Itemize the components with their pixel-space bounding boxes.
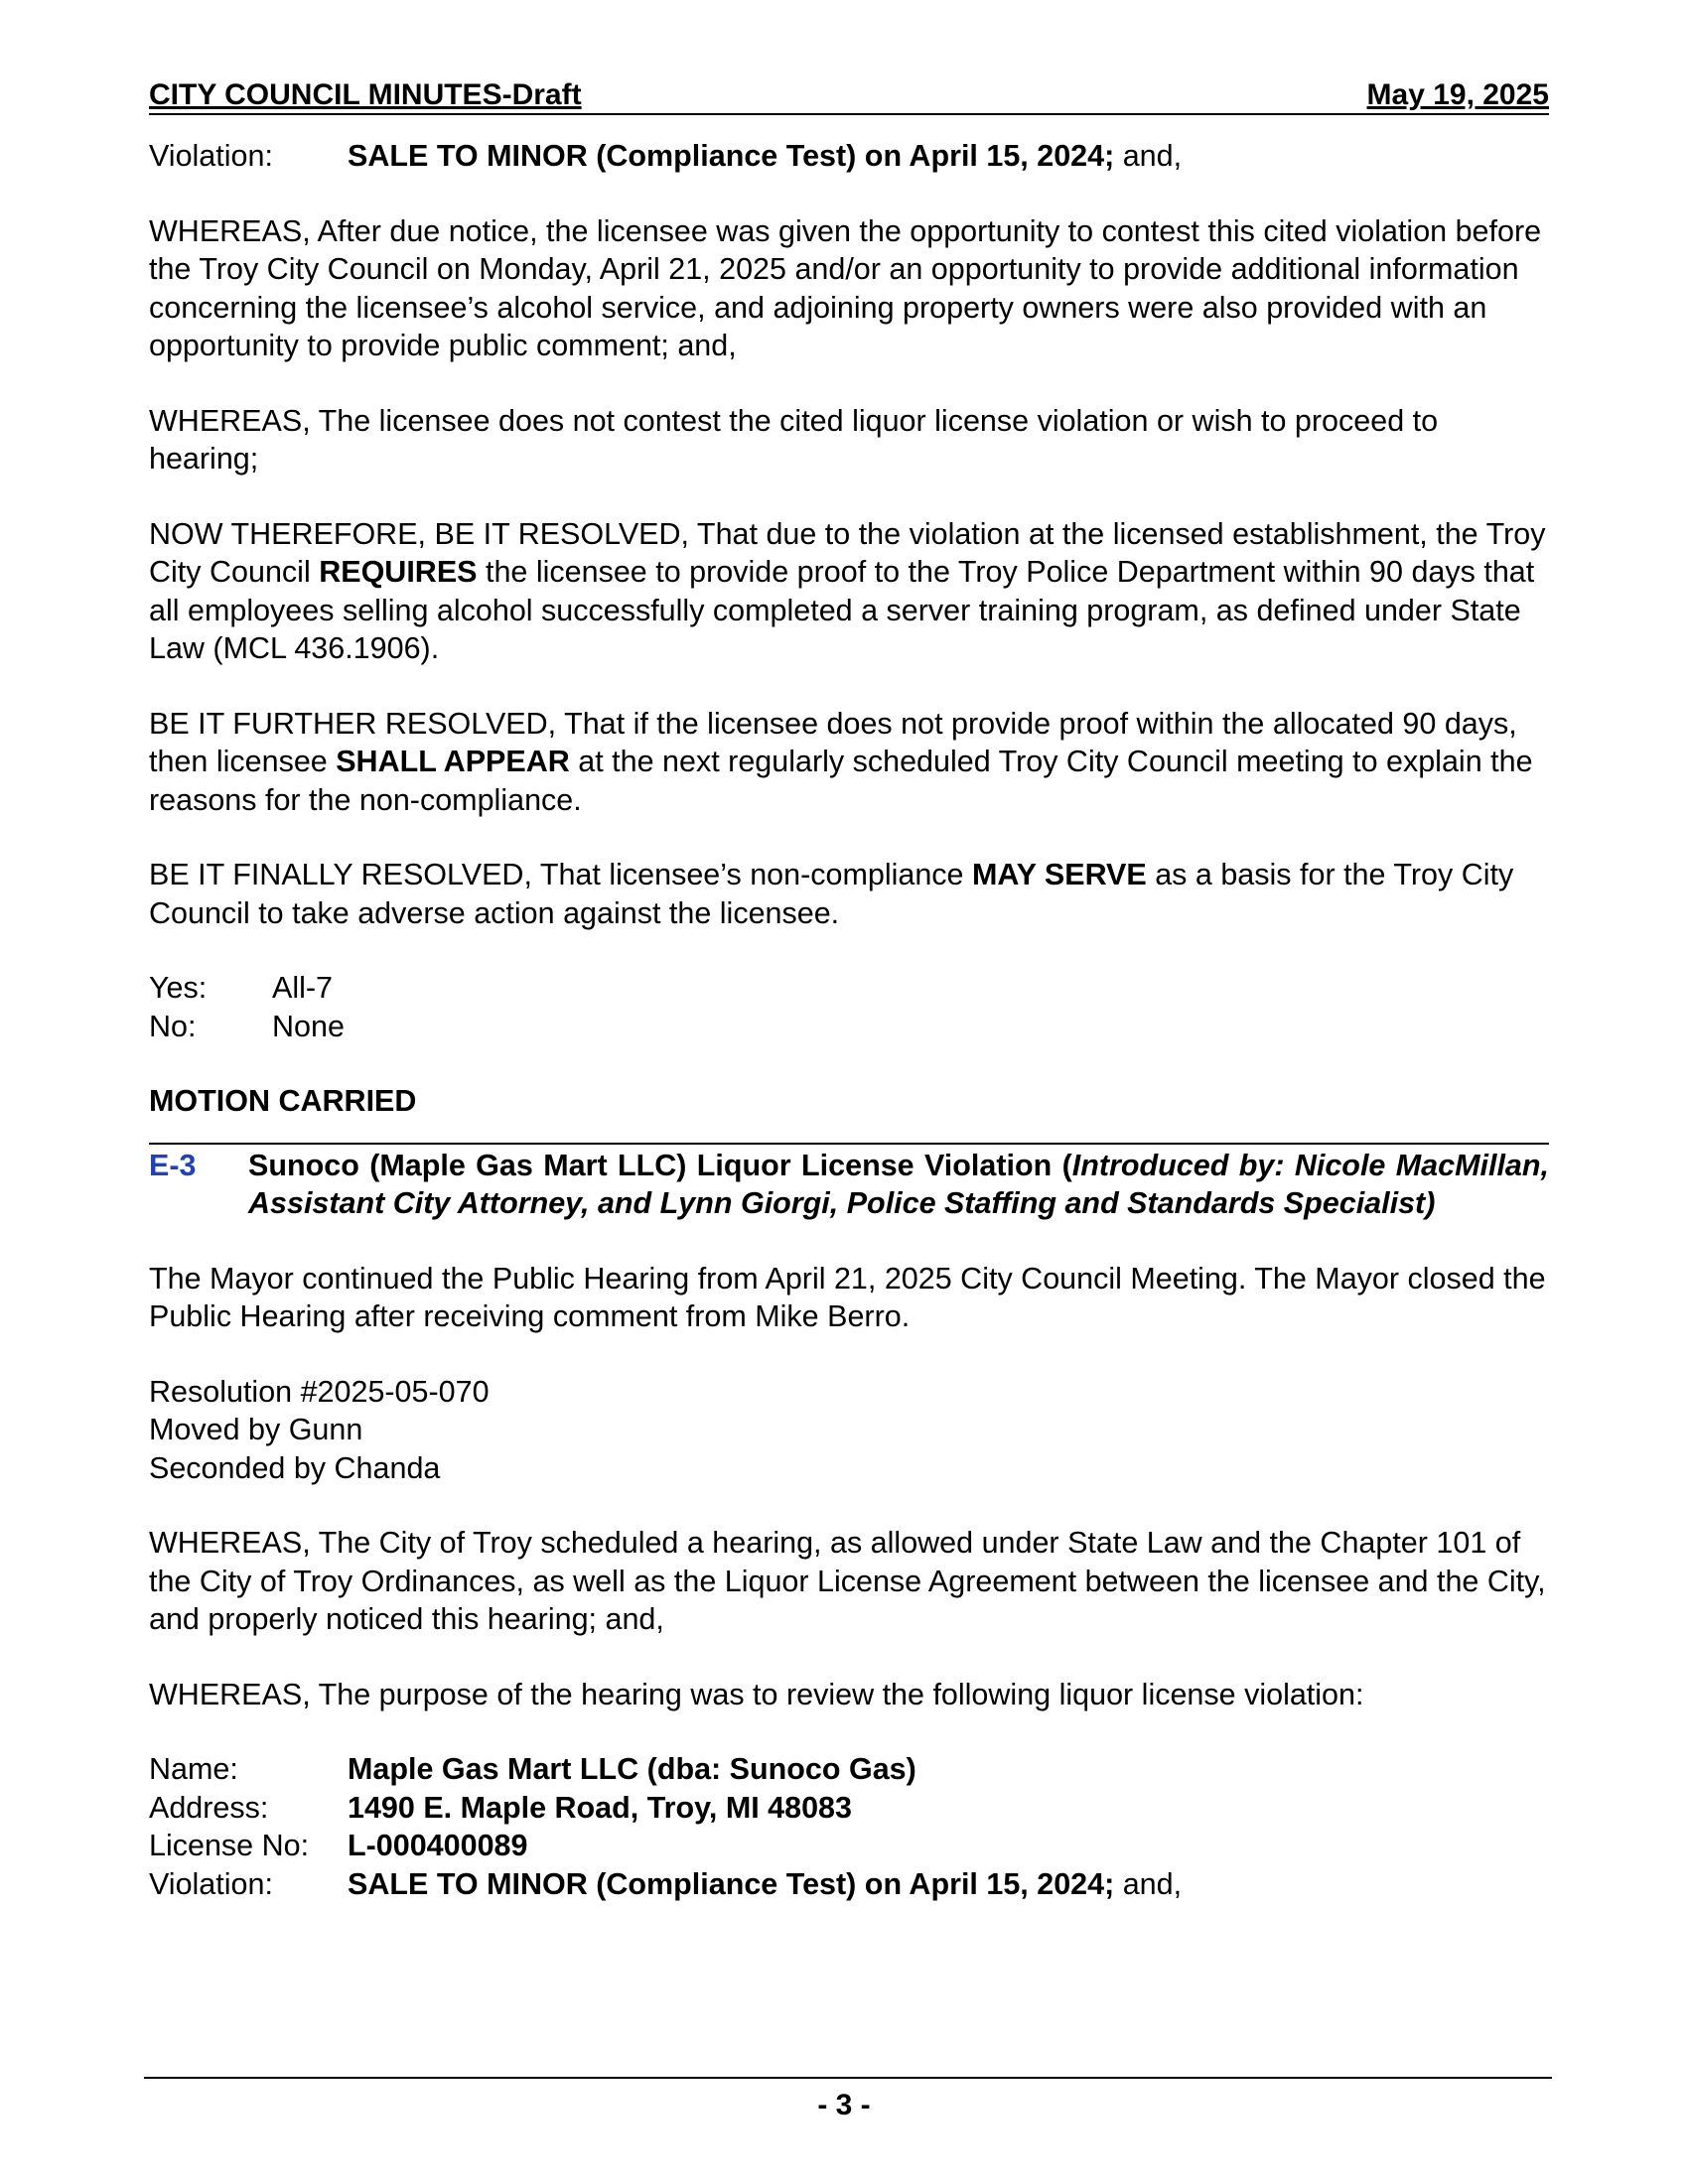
violation-label: Violation:: [149, 139, 273, 173]
agenda-item-e3: [149, 1147, 1549, 1223]
whereas-notice-paragraph: WHEREAS, After due notice, the licensee was given the opportunity to contest this cited violation before the Troy City Council on Monday, April 21, 2025 and/or an opportunity to provide additional information concerning the licensee’s alcohol service, and adjoining property owners were also provided with an opportunity to provide public comment; and,: [149, 213, 1542, 362]
resolved-now-text: NOW THEREFORE, BE IT RESOLVED, That due to the violation at the licensed establishment, the Troy City Council: [149, 516, 1546, 589]
vote-no-value: None: [272, 1009, 345, 1043]
resolved-requires-paragraph: [149, 515, 1549, 668]
license-number-row: [149, 1827, 1549, 1865]
footer-divider: [144, 2077, 1552, 2079]
license-address-value: 1490 E. Maple Road, Troy, MI 48083: [348, 1790, 852, 1825]
license-name-label: Name:: [149, 1752, 238, 1786]
resolved-finally-text: BE IT FINALLY RESOLVED, That licensee’s non-compliance: [149, 858, 972, 891]
resolution-block: [149, 1373, 1549, 1488]
license-address-label: Address:: [149, 1790, 269, 1825]
violation-suffix: and,: [1114, 139, 1183, 173]
agenda-item-title-text: Sunoco (Maple Gas Mart LLC) Liquor License Violation (: [248, 1148, 1072, 1182]
license-number-value: L-000400089: [348, 1829, 528, 1862]
vote-no-label: No:: [149, 1009, 197, 1043]
violation-value: SALE TO MINOR (Compliance Test) on April 15, 2024;: [348, 139, 1115, 173]
resolution-number: Resolution #2025-05-070: [149, 1374, 490, 1409]
resolved-further-text: BE IT FURTHER RESOLVED, That if the licensee does not provide proof within the allocated 90 days, then licensee: [149, 706, 1517, 778]
document-title: CITY COUNCIL MINUTES-Draft: [149, 78, 582, 111]
agenda-item-introduced-by: Introduced by: Nicole MacMillan, Assistant City Attorney, and Lynn Giorgi, Police Staffing and Standards Specialist): [248, 1148, 1549, 1220]
license-violation-value: SALE TO MINOR (Compliance Test) on April 15, 2024;: [348, 1866, 1115, 1901]
license-violation-label: Violation:: [149, 1866, 273, 1901]
seconded-by: Seconded by Chanda: [149, 1450, 441, 1485]
resolved-now-emphasis: REQUIRES: [319, 555, 478, 589]
vote-yes-label: Yes:: [149, 971, 208, 1005]
license-violation-suffix: and,: [1114, 1866, 1183, 1901]
resolved-finally-emphasis: MAY SERVE: [971, 858, 1147, 891]
violation-line: [149, 137, 1549, 176]
resolved-further-text-end: at the next regularly scheduled Troy City Council meeting to explain the reasons for the non-compliance.: [149, 745, 1533, 817]
agenda-item-number: E-3: [149, 1148, 197, 1182]
page-header: [149, 77, 1549, 115]
license-address-row: [149, 1789, 1549, 1828]
license-name-value: Maple Gas Mart LLC (dba: Sunoco Gas): [348, 1752, 916, 1786]
vote-no-row: [149, 1008, 1549, 1046]
license-violation-row: [149, 1865, 1549, 1904]
license-name-row: [149, 1750, 1549, 1789]
moved-by: Moved by Gunn: [149, 1413, 363, 1446]
vote-block: [149, 969, 1549, 1045]
document-page: [149, 77, 1549, 1903]
whereas-contest-paragraph: WHEREAS, The licensee does not contest the cited liquor license violation or wish to proceed to hearing;: [149, 403, 1439, 476]
vote-yes-row: [149, 969, 1549, 1008]
whereas-scheduled-paragraph: WHEREAS, The City of Troy scheduled a hearing, as allowed under State Law and the Chapter 101 of the City of Troy Ordinances, as well as the Liquor License Agreement between the licensee and the City, and properly noticed this hearing; and,: [149, 1526, 1546, 1636]
license-number-label: License No:: [149, 1829, 310, 1862]
public-hearing-paragraph: The Mayor continued the Public Hearing from April 21, 2025 City Council Meeting. The Mayor closed the Public Hearing after receiving comment from Mike Berro.: [149, 1261, 1546, 1333]
license-details: [149, 1750, 1549, 1903]
resolved-finally-text-end: as a basis for the Troy City Council to take adverse action against the licensee.: [149, 858, 1514, 930]
meeting-date: May 19, 2025: [1366, 78, 1549, 111]
motion-carried: MOTION CARRIED: [149, 1084, 417, 1118]
resolved-now-text-end: the licensee to provide proof to the Troy Police Department within 90 days that all employees selling alcohol successfully completed a server training program, as defined under State Law (MCL 436.1906).: [149, 555, 1535, 665]
vote-yes-value: All-7: [272, 971, 334, 1005]
resolved-further-paragraph: [149, 705, 1549, 820]
agenda-item-title: [248, 1147, 1549, 1223]
whereas-purpose-paragraph: WHEREAS, The purpose of the hearing was to review the following liquor license violation:: [149, 1677, 1364, 1711]
resolved-finally-paragraph: [149, 856, 1549, 932]
page-number: - 3 -: [817, 2089, 871, 2121]
resolved-further-emphasis: SHALL APPEAR: [336, 745, 570, 778]
